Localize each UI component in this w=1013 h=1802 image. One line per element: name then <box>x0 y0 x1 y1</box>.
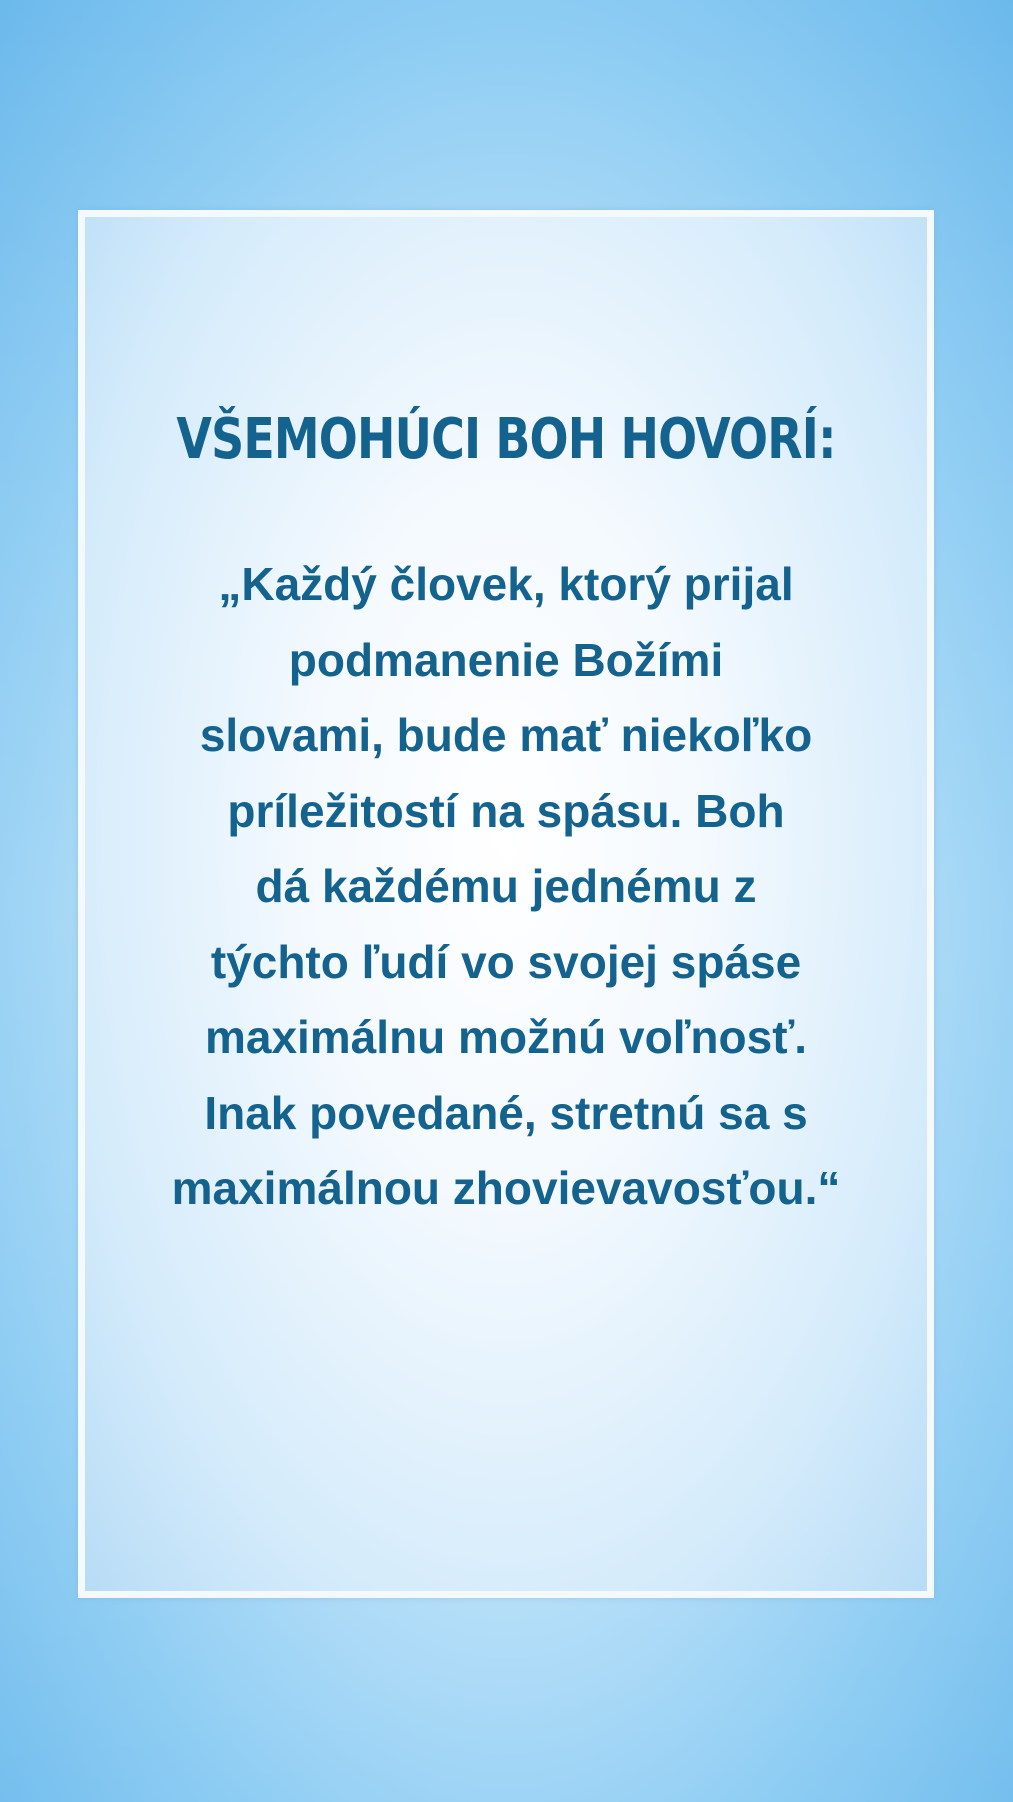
quote-text <box>105 547 907 1227</box>
quote-line: dá každému jednému z <box>255 860 757 912</box>
quote-line: maximálnu možnú voľnosť. <box>204 1011 808 1063</box>
quote-card <box>78 210 934 1598</box>
card-title: VŠEMOHÚCI BOH HOVORÍ: <box>176 407 836 472</box>
quote-line: maximálnou zhovievavosťou.“ <box>171 1162 841 1214</box>
quote-line: „Každý človek, ktorý prijal <box>218 558 794 610</box>
quote-line: týchto ľudí vo svojej spáse <box>210 935 802 988</box>
quote-line: Inak povedané, stretnú sa s <box>204 1086 808 1139</box>
quote-line: podmanenie Božími <box>288 633 724 686</box>
quote-line: príležitostí na spásu. Boh <box>227 784 785 837</box>
quote-line: slovami, bude mať niekoľko <box>199 709 813 761</box>
